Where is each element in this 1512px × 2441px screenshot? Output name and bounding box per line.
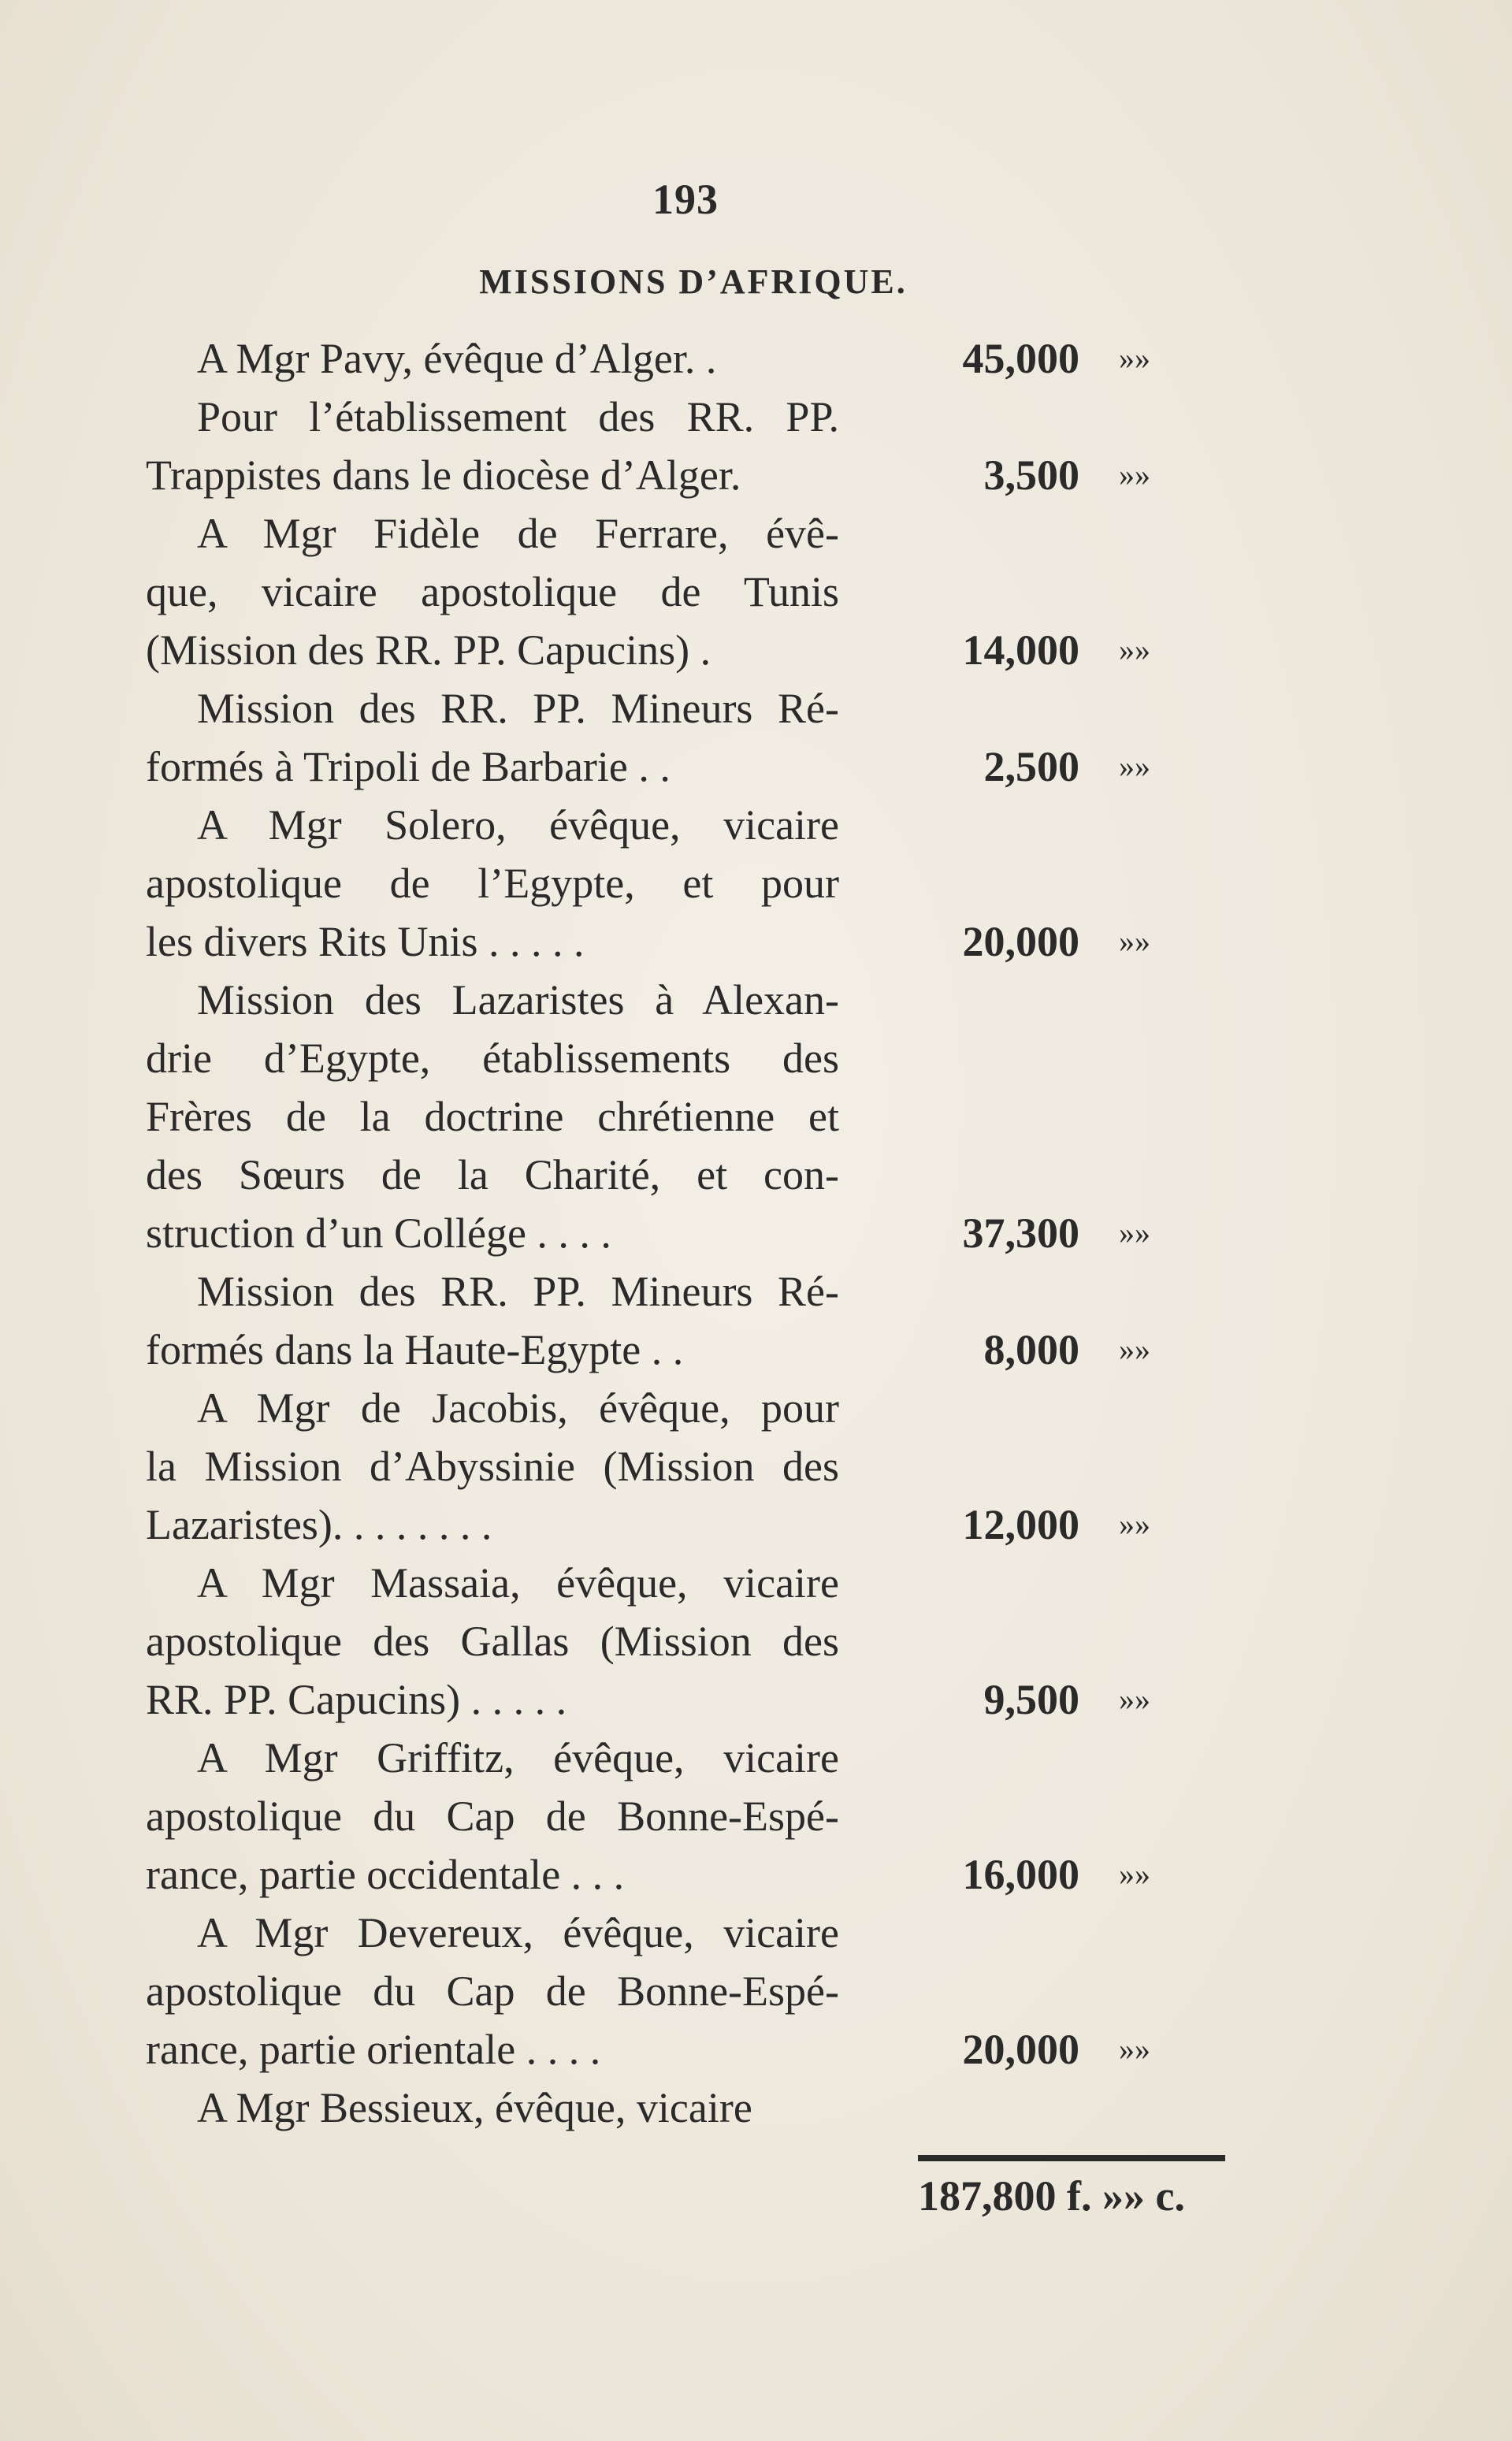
entry-amount: 3,500	[983, 451, 1079, 499]
entry-line: apostolique des Gallas (Mission des	[146, 1618, 839, 1665]
entry-line: A Mgr Solero, évêque, vicaire	[197, 801, 839, 849]
entry-line: les divers Rits Unis . . . . .	[146, 918, 585, 965]
entry-amount: 45,000	[962, 335, 1079, 382]
entry-line: A Mgr Pavy, évêque d’Alger. .	[197, 335, 717, 382]
entry-line: A Mgr Griffitz, évêque, vicaire	[197, 1734, 839, 1782]
entry-line: A Mgr de Jacobis, évêque, pour	[197, 1384, 839, 1432]
entry-line: Pour l’établissement des RR. PP.	[197, 393, 839, 440]
entry-centimes-mark: »»	[1119, 457, 1150, 492]
entry-centimes-mark: »»	[1119, 749, 1150, 784]
entry-line: Mission des Lazaristes à Alexan-	[197, 976, 839, 1024]
entry-amount: 37,300	[962, 1209, 1079, 1257]
entry-line: formés à Tripoli de Barbarie . .	[146, 743, 671, 790]
entry-line: apostolique du Cap de Bonne-Espé-	[146, 1967, 839, 2015]
entry-line: A Mgr Fidèle de Ferrare, évê-	[197, 510, 839, 557]
entry-amount: 8,000	[983, 1326, 1079, 1373]
section-heading: MISSIONS D’AFRIQUE.	[479, 262, 908, 301]
entry-line: (Mission des RR. PP. Capucins) .	[146, 626, 711, 674]
entry-centimes-mark: »»	[1119, 1507, 1150, 1542]
entry-line: que, vicaire apostolique de Tunis	[146, 568, 839, 615]
entry-centimes-mark: »»	[1119, 1332, 1150, 1367]
total-amount: 187,800 f. »» c.	[918, 2172, 1185, 2220]
entry-line: formés dans la Haute-Egypte . .	[146, 1326, 684, 1373]
entry-centimes-mark: »»	[1119, 1215, 1150, 1250]
entry-line: drie d’Egypte, établissements des	[146, 1035, 839, 1082]
entry-line: rance, partie occidentale . . .	[146, 1851, 625, 1898]
entry-line: A Mgr Devereux, évêque, vicaire	[197, 1909, 839, 1956]
entry-centimes-mark: »»	[1119, 923, 1150, 959]
entry-line: RR. PP. Capucins) . . . . .	[146, 1676, 567, 1723]
entry-centimes-mark: »»	[1119, 632, 1150, 667]
entry-line: la Mission d’Abyssinie (Mission des	[146, 1443, 839, 1490]
entry-line: des Sœurs de la Charité, et con-	[146, 1151, 839, 1198]
entry-centimes-mark: »»	[1119, 1856, 1150, 1892]
entry-line: A Mgr Massaia, évêque, vicaire	[197, 1559, 839, 1607]
entry-centimes-mark: »»	[1119, 340, 1150, 376]
entry-centimes-mark: »»	[1119, 1681, 1150, 1717]
entry-line: rance, partie orientale . . . .	[146, 2026, 601, 2073]
entry-line: A Mgr Bessieux, évêque, vicaire	[197, 2084, 752, 2131]
entry-line: Mission des RR. PP. Mineurs Ré-	[197, 685, 839, 732]
entry-line: apostolique du Cap de Bonne-Espé-	[146, 1793, 839, 1840]
entry-amount: 16,000	[962, 1851, 1079, 1898]
entry-amount: 14,000	[962, 626, 1079, 674]
entry-amount: 2,500	[983, 743, 1079, 790]
page-number: 193	[652, 176, 719, 223]
total-rule	[918, 2155, 1225, 2161]
entry-amount: 9,500	[983, 1676, 1079, 1723]
entry-line: struction d’un Collége . . . .	[146, 1209, 611, 1257]
entry-line: Frères de la doctrine chrétienne et	[146, 1093, 839, 1140]
entry-amount: 12,000	[962, 1501, 1079, 1548]
entry-line: Trappistes dans le diocèse d’Alger.	[146, 451, 741, 499]
entry-amount: 20,000	[962, 918, 1079, 965]
entry-centimes-mark: »»	[1119, 2031, 1150, 2067]
entry-line: Lazaristes). . . . . . . .	[146, 1501, 492, 1548]
entry-line: Mission des RR. PP. Mineurs Ré-	[197, 1268, 839, 1315]
entry-line: apostolique de l’Egypte, et pour	[146, 860, 839, 907]
entry-amount: 20,000	[962, 2026, 1079, 2073]
